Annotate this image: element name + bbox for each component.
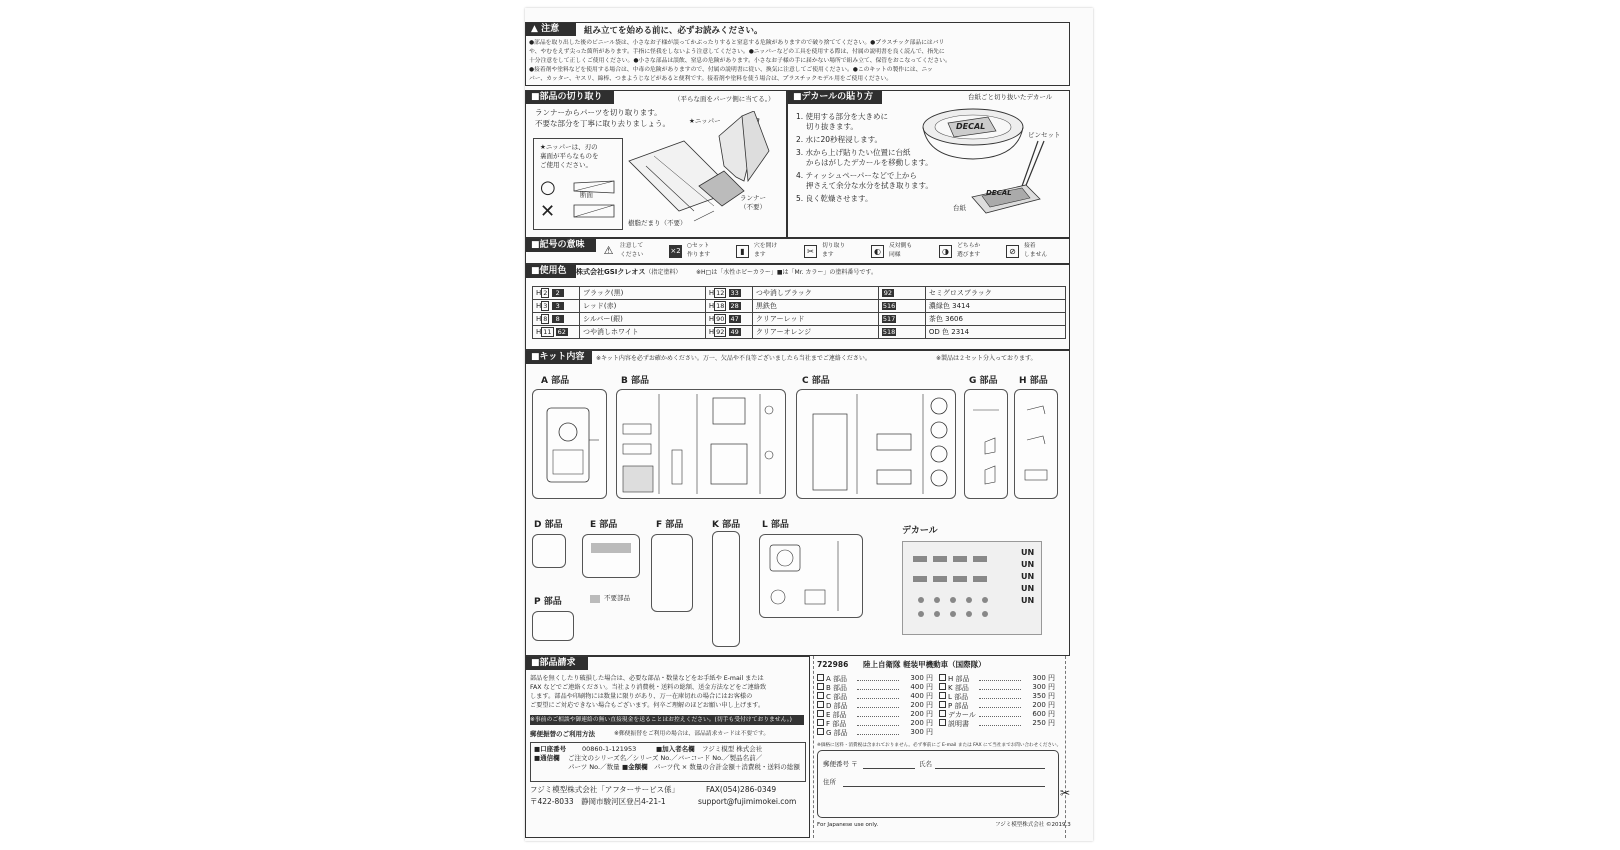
- decal-step: 5. 良く乾燥させます。: [796, 194, 873, 203]
- hobby-prefix: H: [708, 328, 715, 336]
- color-name: レッド(赤): [580, 300, 706, 313]
- order-item-label: デカール: [948, 711, 976, 719]
- sprue-H: [1014, 389, 1058, 499]
- symbol-text: 作ります: [687, 252, 711, 258]
- order-item[interactable]: [939, 674, 1057, 683]
- address-label: 住所: [823, 778, 836, 786]
- checkbox-icon[interactable]: [817, 701, 824, 708]
- part-letter: E: [590, 520, 597, 530]
- mr-color-number: 8: [552, 315, 564, 323]
- sprue-K: [712, 531, 740, 647]
- color-row: [533, 287, 1066, 300]
- part-suffix: 部品: [1029, 376, 1048, 386]
- symbol-text: 注意して: [620, 243, 644, 249]
- leader-dots: [857, 689, 899, 690]
- sprue-H-drawing: [1015, 390, 1057, 498]
- order-item-price: 200 円: [910, 701, 933, 709]
- order-note: ※価格に送料・消費税は含まれておりません。必ず事前にご E-mail または FAX にて当社までお問い合わせください。: [817, 743, 1062, 748]
- cutting-box: [525, 90, 787, 238]
- symbol-text: しません: [1024, 252, 1048, 258]
- part-label-F: [656, 517, 683, 530]
- part-letter: F: [656, 520, 663, 530]
- decal-step: 2. 水に20秒程浸します。: [796, 135, 882, 144]
- order-item-label: L 部品: [948, 693, 969, 701]
- hobby-prefix: H: [536, 315, 542, 323]
- order-item-label: D 部品: [826, 702, 848, 710]
- nipper-note-box: [533, 138, 623, 230]
- color-row: [533, 300, 1066, 313]
- caution-headline: 組み立てを始める前に、必ずお読みください。: [584, 26, 763, 36]
- color-code-cell: [878, 287, 925, 300]
- unneeded-part-swatch: [591, 543, 631, 553]
- instruction-sheet: [525, 8, 1093, 841]
- order-item[interactable]: [939, 683, 1057, 692]
- color-name: 黒鉄色: [752, 300, 878, 313]
- checkbox-icon[interactable]: [939, 701, 946, 708]
- postal-head: 郵便振替のご利用方法: [530, 730, 595, 738]
- symbol-text: 同様: [889, 252, 901, 258]
- paper-label: 台紙: [953, 204, 966, 212]
- un-decal: UN: [1021, 572, 1035, 581]
- part-suffix: 部品: [979, 376, 998, 386]
- color-code-cell: [533, 287, 580, 300]
- cut-line: [1065, 656, 1066, 838]
- part-label-G: [969, 373, 998, 386]
- name-field[interactable]: [935, 768, 1045, 769]
- leader-dots: [857, 725, 899, 726]
- request-line: ご要望にご対応できない場合もございます。何卒ご理解のほどお願い申し上げます。: [530, 702, 765, 709]
- order-item-label: F 部品: [826, 720, 847, 728]
- runner-sub: （不要）: [740, 203, 766, 211]
- checkbox-icon[interactable]: [939, 692, 946, 699]
- order-item-label: B 部品: [826, 684, 848, 692]
- mr-color-number: 2: [552, 289, 564, 297]
- symbol-text: ください: [620, 252, 644, 258]
- part-suffix: 部品: [722, 520, 741, 530]
- set-icon: ×2: [669, 245, 682, 258]
- payee-label: ■加入者名欄: [656, 745, 695, 753]
- symbol-text: 選びます: [957, 252, 981, 258]
- order-code: 722986: [817, 660, 849, 669]
- color-code-cell: [705, 326, 752, 339]
- hobby-color-number: 2: [543, 289, 548, 297]
- order-right-list: [939, 674, 1057, 728]
- part-letter: L: [762, 520, 768, 530]
- decal-word-small: DECAL: [986, 189, 1012, 197]
- color-code-cell: [533, 313, 580, 326]
- nipper-note: ★ニッパーは、刃の: [540, 143, 598, 151]
- order-item[interactable]: [817, 710, 935, 719]
- part-label-A: [541, 373, 569, 386]
- kit-note-2: ※製品は２セット分入っております。: [936, 355, 1037, 362]
- sprue-G: [964, 389, 1008, 499]
- un-decal: UN: [1021, 560, 1035, 569]
- order-item-label: H 部品: [948, 675, 970, 683]
- color-code-cell: [878, 326, 925, 339]
- color-name: 濃緑色 3414: [925, 300, 1065, 313]
- order-item-price: 400 円: [910, 683, 933, 691]
- leader-dots: [857, 716, 899, 717]
- part-letter: P: [534, 597, 541, 607]
- sprue-L: [759, 534, 863, 618]
- symbol-text: 切り取り: [822, 243, 846, 249]
- kit-head: ■キット内容: [526, 351, 592, 364]
- mr-color-number: 3: [552, 302, 564, 310]
- scissors-icon: ✂: [1060, 786, 1071, 800]
- runner-label: ランナー: [740, 194, 766, 202]
- sprue-D: [532, 534, 566, 568]
- decal-sheet-label: デカール: [902, 526, 938, 536]
- symbol-text: どちらか: [957, 243, 981, 249]
- order-item[interactable]: [939, 701, 1057, 710]
- symbol-text: ます: [822, 252, 834, 258]
- hobby-color-number: 12: [716, 289, 725, 297]
- mr-color-number: 518: [882, 328, 896, 336]
- color-name: クリアーオレンジ: [752, 326, 878, 339]
- decal-sheet: [902, 541, 1042, 635]
- leader-dots: [979, 707, 1021, 708]
- caution-box: [525, 22, 1070, 86]
- copyright: フジミ模型株式会社 ©2019.3: [995, 822, 1071, 828]
- tweezers-label: ピンセット: [1028, 131, 1061, 139]
- decal-word: DECAL: [956, 122, 986, 131]
- checkbox-icon[interactable]: [817, 719, 824, 726]
- part-suffix: 部品: [543, 597, 562, 607]
- leader-dots: [857, 680, 899, 681]
- order-item[interactable]: [939, 719, 1057, 728]
- hobby-color-number: 3: [543, 302, 548, 310]
- part-suffix: 部品: [551, 376, 570, 386]
- un-decal: UN: [1021, 596, 1035, 605]
- caution-line: ●接着剤や塗料などを使用する場合は、中毒の危険がありますので、付属の説明書に従い、換気に注意してご使用ください。●このキットの製作には、ニッ: [529, 67, 933, 73]
- address-field[interactable]: [843, 786, 1045, 787]
- nipper-label: ★ニッパー: [689, 117, 721, 125]
- sprue-C: [796, 389, 956, 499]
- symbol-text: 反対側も: [889, 243, 913, 249]
- checkbox-icon[interactable]: [939, 674, 946, 681]
- japan-only-note: For Japanese use only.: [817, 822, 879, 828]
- cut-icon: ✂: [804, 245, 817, 258]
- order-item-label: G 部品: [826, 729, 848, 737]
- caution-head: ▲ 注意: [526, 23, 576, 36]
- request-line: FAX などでご連絡ください。当社より消費税・送料の総額、送金方法などをご連絡致: [530, 684, 767, 691]
- comm-label: ■通信欄: [534, 754, 560, 762]
- colors-head: ■使用色: [526, 265, 576, 278]
- request-warning: ※事前のご相談や御連絡の無い直接現金を送ることはお控えください。(切手も受付けておりません。): [530, 715, 804, 725]
- company-address: 〒422-8033 静岡市駿河区登呂4-21-1: [530, 797, 666, 806]
- nipper-note: 裏面が平らなものを: [540, 152, 599, 160]
- hobby-prefix: H: [708, 289, 715, 297]
- sprue-F: [651, 534, 693, 612]
- comm-text: ご注文のシリーズ名／シリーズ No.／バーコード No.／製品名前／: [568, 754, 763, 762]
- decal-step: 押さえて余分な水分を拭き取ります。: [806, 181, 933, 190]
- company-name: フジミ模型株式会社「アフターサービス係」: [530, 785, 680, 794]
- order-left-list: [817, 674, 935, 737]
- part-label-L: [762, 517, 789, 530]
- color-row: [533, 313, 1066, 326]
- hobby-prefix: H: [708, 315, 715, 323]
- order-item-label: K 部品: [948, 684, 969, 692]
- order-item[interactable]: [817, 701, 935, 710]
- color-name: ブラック(黒): [580, 287, 706, 300]
- account-label: ■口座番号: [534, 745, 567, 753]
- hobby-prefix: H: [536, 289, 542, 297]
- symbol-text: 穴を開け: [754, 243, 778, 249]
- color-table: [532, 286, 1066, 339]
- sprue-G-drawing: [965, 390, 1007, 498]
- decal-step: 1. 使用する部分を大きめに: [796, 112, 889, 121]
- hobby-color-number: 92: [716, 328, 725, 336]
- order-item-price: 350 円: [1032, 692, 1055, 700]
- decal-step: 3. 水から上げ貼りたい位置に台紙: [796, 148, 911, 157]
- postal-code-label: 郵便番号 〒: [823, 760, 858, 768]
- color-code-cell: [878, 313, 925, 326]
- nipper-note: ご使用ください。: [540, 161, 592, 169]
- order-item-label: A 部品: [826, 675, 848, 683]
- mr-color-number: 62: [557, 328, 566, 336]
- hobby-prefix: H: [708, 302, 715, 310]
- order-item-price: 600 円: [1032, 710, 1055, 718]
- color-name: OD 色 2314: [925, 326, 1065, 339]
- leader-dots: [857, 707, 899, 708]
- order-item-price: 250 円: [1032, 719, 1055, 727]
- order-item-label: E 部品: [826, 711, 847, 719]
- color-row: [533, 326, 1066, 339]
- mr-color-number: 516: [882, 302, 896, 310]
- symbol-text: 接着: [1024, 243, 1036, 249]
- resin-label: 樹脂だまり（不要）: [628, 219, 687, 227]
- mr-color-number: 28: [730, 302, 739, 310]
- runner-illustration: [624, 111, 784, 231]
- hobby-color-number: 11: [543, 328, 552, 336]
- part-label-K: [712, 517, 740, 530]
- order-item-price: 300 円: [910, 728, 933, 736]
- unneeded-legend-text: 不要部品: [604, 594, 630, 602]
- ok-icon: ○: [540, 177, 556, 198]
- part-label-E: [590, 517, 617, 530]
- sprue-B-drawing: [617, 390, 785, 498]
- sprue-L-drawing: [760, 535, 862, 617]
- ng-icon: ✕: [540, 201, 556, 222]
- color-name: セミグロスブラック: [925, 287, 1065, 300]
- order-item-price: 200 円: [1032, 701, 1055, 709]
- color-name: シルバー(銀): [580, 313, 706, 326]
- request-line: 部品を無くしたり破損した場合は、必要な部品・数量などをお手紙や E-mail または: [530, 675, 764, 682]
- color-name: つや消しホワイト: [580, 326, 706, 339]
- order-item[interactable]: [817, 719, 935, 728]
- un-decal: UN: [1021, 584, 1035, 593]
- caution-icon: ⚠: [603, 244, 614, 257]
- part-suffix: 部品: [770, 520, 789, 530]
- checkbox-icon[interactable]: [939, 710, 946, 717]
- leader-dots: [857, 698, 899, 699]
- hobby-color-number: 8: [543, 315, 548, 323]
- color-name: つや消しブラック: [752, 287, 878, 300]
- color-code-cell: [533, 300, 580, 313]
- leader-dots: [979, 725, 1021, 726]
- sprue-A: [532, 389, 607, 499]
- decal-step: 4. ティッシュペーパーなどで上から: [796, 171, 917, 180]
- sprue-C-drawing: [797, 390, 955, 498]
- order-item-price: 200 円: [910, 710, 933, 718]
- postal-note: ※郵便振替をご利用の場合は、部品請求カードは不要です。: [614, 731, 770, 737]
- decal-sheet-marks: [903, 542, 1013, 632]
- part-label-D: [534, 517, 563, 530]
- colors-brand: [576, 267, 681, 277]
- symbols-head: ■記号の意味: [526, 239, 596, 252]
- symbols-box: [525, 238, 1070, 264]
- request-head: ■部品請求: [526, 657, 588, 670]
- decal-cut-label: 台紙ごと切り抜いたデカール: [968, 93, 1053, 101]
- mr-color-number: 517: [882, 315, 896, 323]
- checkbox-icon[interactable]: [817, 674, 824, 681]
- color-name: クリアーレッド: [752, 313, 878, 326]
- cutting-flat-note: （平らな面をパーツ側に当てる。）: [674, 95, 775, 103]
- drill-icon: ▮: [736, 245, 749, 258]
- order-item-price: 300 円: [1032, 683, 1055, 691]
- unneeded-legend-swatch: [590, 595, 600, 603]
- checkbox-icon[interactable]: [817, 710, 824, 717]
- section-label: 断面: [580, 191, 593, 199]
- order-item[interactable]: [817, 683, 935, 692]
- leader-dots: [979, 698, 1021, 699]
- decal-box: [787, 90, 1070, 238]
- checkbox-icon[interactable]: [939, 683, 946, 690]
- name-label: 氏名: [919, 760, 932, 768]
- request-box: [525, 656, 810, 838]
- decal-step: 切り抜きます。: [806, 122, 858, 131]
- part-label-B: [621, 373, 649, 386]
- order-item[interactable]: [817, 728, 935, 737]
- order-card: [817, 660, 1071, 836]
- part-letter: D: [534, 520, 542, 530]
- fax-number: FAX(054)286-0349: [706, 785, 777, 794]
- sprue-P: [532, 611, 574, 641]
- part-letter: G: [969, 376, 977, 386]
- colors-box: [525, 264, 1070, 350]
- amount-text: パーツ代 × 数量の合計金額＋消費税・送料の総額: [654, 763, 800, 771]
- part-suffix: 部品: [665, 520, 684, 530]
- order-item-price: 200 円: [910, 719, 933, 727]
- colors-note: ※H□は「水性ホビーカラー」■は「Mr. カラー」の塗料番号です。: [696, 269, 877, 276]
- order-item-label: C 部品: [826, 693, 848, 701]
- caution-line: や、やむをえず尖った箇所があります。手指に怪我をしないよう注意してください。●ニッパーなどの工具を使用する際は、付属の説明書を良く読んで、指先に: [529, 49, 945, 55]
- kit-box: [525, 350, 1070, 656]
- part-suffix: 部品: [811, 376, 830, 386]
- order-item-price: 400 円: [910, 692, 933, 700]
- colors-brand-name: 株式会社GSIクレオス: [576, 268, 646, 276]
- mr-color-number: 92: [883, 289, 893, 297]
- hobby-color-number: 18: [716, 302, 725, 310]
- sprue-E: [582, 534, 640, 578]
- caution-line: ●部品を取り出した後のビニール袋は、小さなお子様が誤ってかぶったりすると窒息する危険がありますので破り捨ててください。●プラスチック部品にはバリ: [529, 40, 945, 46]
- leader-dots: [857, 734, 899, 735]
- color-code-cell: [705, 313, 752, 326]
- part-suffix: 部品: [631, 376, 650, 386]
- checkbox-icon[interactable]: [939, 719, 946, 726]
- payee: フジミ模型 株式会社: [702, 745, 763, 753]
- comm-text: パーツ No.／数量: [568, 763, 620, 771]
- order-item[interactable]: [817, 692, 935, 701]
- color-code-cell: [533, 326, 580, 339]
- symbol-text: ○セット: [687, 243, 710, 249]
- color-code-cell: [705, 287, 752, 300]
- mr-color-number: 49: [730, 328, 739, 336]
- part-letter: A: [541, 376, 548, 386]
- decal-head: ■デカールの貼り方: [788, 91, 882, 104]
- color-code-cell: [878, 300, 925, 313]
- decal-step: からはがしたデカールを移動します。: [806, 158, 933, 167]
- part-label-C: [802, 373, 830, 386]
- order-item[interactable]: [939, 710, 1057, 719]
- order-item-price: 300 円: [910, 674, 933, 682]
- no-glue-icon: ⊘: [1006, 245, 1019, 258]
- support-email[interactable]: support@fujimimokei.com: [698, 797, 797, 806]
- postal-code-field[interactable]: [863, 768, 915, 769]
- part-suffix: 部品: [599, 520, 618, 530]
- order-item[interactable]: [939, 692, 1057, 701]
- symbol-text: ます: [754, 252, 766, 258]
- leader-dots: [979, 680, 1021, 681]
- order-title: 陸上自衛隊 軽装甲機動車（国際隊）: [863, 660, 986, 669]
- un-decal: UN: [1021, 548, 1035, 557]
- checkbox-icon[interactable]: [817, 728, 824, 735]
- request-line: します。部品や印刷物には数量に限りがあり、万一在庫切れの場合にはお客様の: [530, 693, 753, 700]
- color-code-cell: [705, 300, 752, 313]
- account-number: 00860-1-121953: [582, 745, 637, 753]
- mr-color-number: 33: [730, 289, 739, 297]
- order-item-label: P 部品: [948, 702, 969, 710]
- caution-line: パー、カッター、ヤスリ、綿棒、つまようじなどがあると便利です。接着剤や塗料を使う場合は、プラスチックモデル用をご使用ください。: [529, 76, 893, 82]
- color-name: 茶色 3606: [925, 313, 1065, 326]
- cutting-text: 不要な部分を丁寧に取り去りましょう。: [535, 119, 670, 128]
- cross-section-icon: [572, 179, 616, 221]
- part-suffix: 部品: [544, 520, 563, 530]
- sprue-B: [616, 389, 786, 499]
- part-letter: B: [621, 376, 628, 386]
- hobby-color-number: 90: [716, 315, 725, 323]
- part-letter: K: [712, 520, 719, 530]
- checkbox-icon[interactable]: [817, 692, 824, 699]
- cutting-text: ランナーからパーツを切り取ります。: [535, 108, 662, 117]
- leader-dots: [979, 689, 1021, 690]
- kit-note: ※キット内容を必ずお確かめください。万一、欠品や不良等ございましたら当社までご連絡ください。: [596, 355, 871, 362]
- part-label-H: [1019, 373, 1048, 386]
- amount-label: ■金額欄: [622, 763, 648, 771]
- colors-designated: （指定塗料）: [645, 269, 682, 276]
- part-label-P: [534, 594, 562, 607]
- caution-line: 十分注意をして正しくご使用ください。●小さな部品は誤飲、窒息の危険があります。小さなお子様の手に届かない場所で組み立て、保管をおこなってください。: [529, 58, 951, 64]
- choice-icon: ◑: [939, 245, 952, 258]
- part-letter: C: [802, 376, 809, 386]
- leader-dots: [979, 716, 1021, 717]
- order-item-label: 説明書: [948, 720, 969, 728]
- order-item[interactable]: [817, 674, 935, 683]
- cutting-head: ■部品の切り取り: [526, 91, 614, 104]
- hobby-prefix: H: [536, 302, 542, 310]
- order-item-price: 300 円: [1032, 674, 1055, 682]
- hobby-prefix: H: [536, 328, 542, 336]
- checkbox-icon[interactable]: [817, 683, 824, 690]
- part-letter: H: [1019, 376, 1027, 386]
- mr-color-number: 47: [730, 315, 739, 323]
- cut-line: [813, 656, 814, 838]
- sprue-A-drawing: [533, 390, 606, 498]
- opposite-side-icon: ◐: [871, 245, 884, 258]
